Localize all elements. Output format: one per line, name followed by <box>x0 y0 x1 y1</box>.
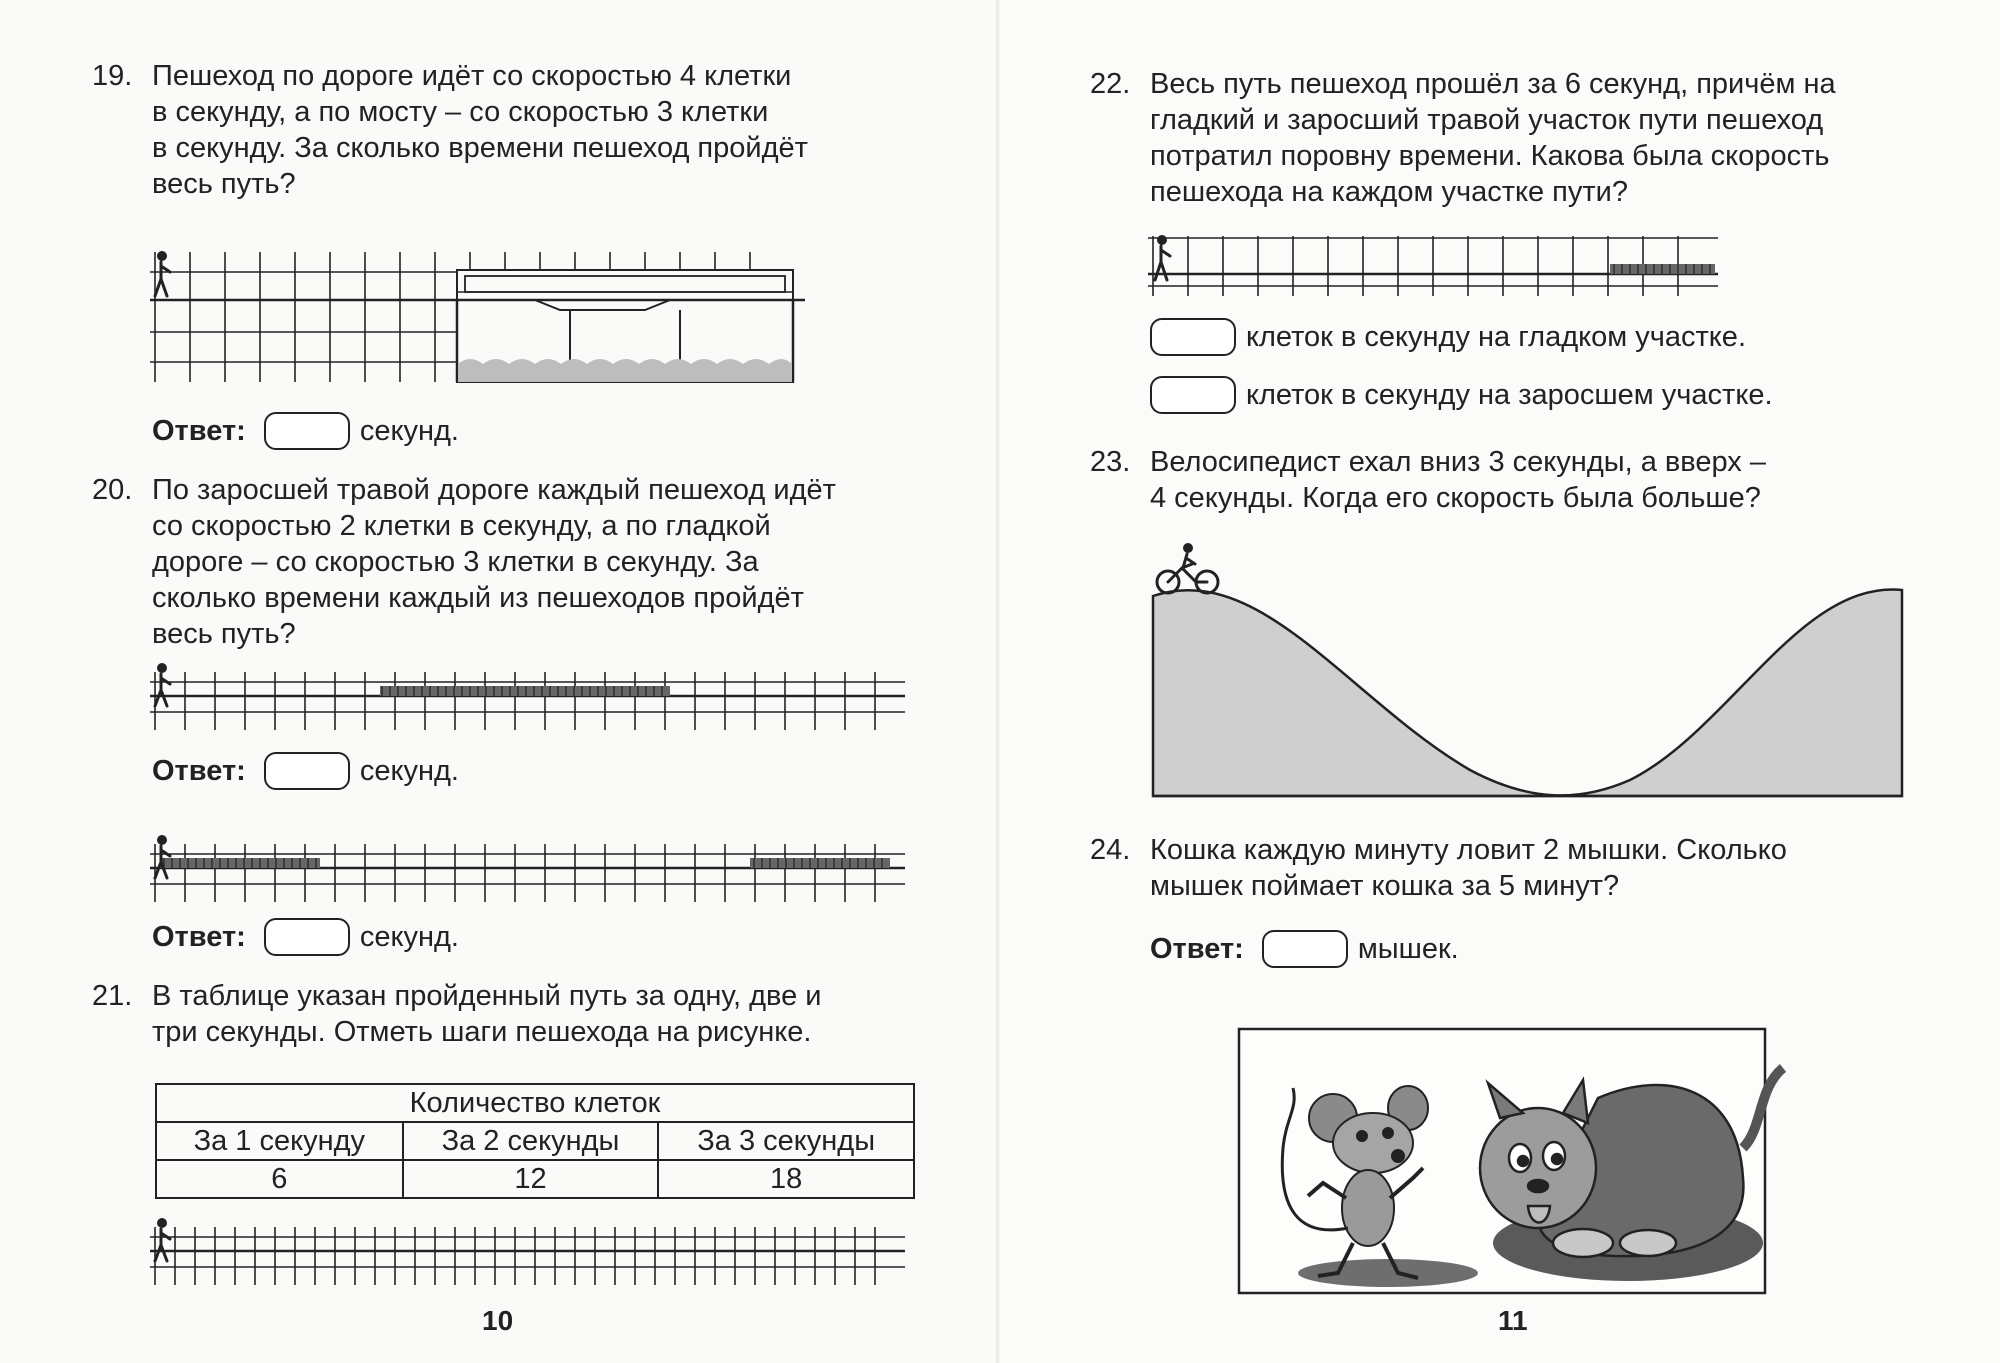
task-line: Весь путь пешеход прошёл за 6 секунд, причём на <box>1150 68 1836 100</box>
page-number-left: 10 <box>482 1305 514 1336</box>
task-line: весь путь? <box>152 618 296 650</box>
answer-text: клеток в секунду на гладком участке. <box>1246 320 1746 353</box>
page-number-right: 11 <box>1498 1305 1528 1336</box>
task-line: Кошка каждую минуту ловит 2 мышки. Сколько <box>1150 834 1787 866</box>
task-line: пешехода на каждом участке пути? <box>1150 176 1628 208</box>
task-line: В таблице указан пройденный путь за одну, две и <box>152 980 822 1012</box>
answer-unit: секунд. <box>359 920 459 953</box>
cat-and-mouse-illustration <box>1238 1028 1768 1298</box>
answer-label: Ответ: <box>152 414 246 447</box>
answer-unit: секунд. <box>359 754 459 787</box>
task-20-answer-2 <box>152 918 459 956</box>
answer-box[interactable] <box>1262 930 1348 968</box>
table-column-header: За 2 секунды <box>403 1122 659 1160</box>
task-line: Пешеход по дороге идёт со скоростью 4 клетки <box>152 60 792 92</box>
answer-label: Ответ: <box>152 754 246 787</box>
cyclist-icon <box>1157 543 1218 593</box>
right-page <box>1000 0 2000 1363</box>
task-line: три секунды. Отметь шаги пешехода на рисунке. <box>152 1016 812 1048</box>
pedestrian-icon <box>155 835 170 878</box>
pedestrian-icon <box>155 251 170 296</box>
grass-road-diagram-1[interactable] <box>150 660 910 730</box>
answer-unit: секунд. <box>359 414 459 447</box>
task-24-answer <box>1150 930 1459 968</box>
task-line: дороге – со скоростью 3 клетки в секунду. За <box>152 546 759 578</box>
task-number: 23. <box>1090 446 1131 478</box>
bridge-grid-diagram[interactable] <box>150 242 810 382</box>
task-line: сколько времени каждый из пешеходов пройдёт <box>152 582 804 614</box>
task-22-answer-smooth <box>1150 318 1746 356</box>
answer-box[interactable] <box>264 752 350 790</box>
task-line: Велосипедист ехал вниз 3 секунды, а вверх – <box>1150 446 1766 478</box>
grass-road-diagram-2[interactable] <box>150 832 910 902</box>
answer-box[interactable] <box>264 918 350 956</box>
task-number: 20. <box>92 474 133 506</box>
task-line: в секунду, а по мосту – со скоростью 3 клетки <box>152 96 769 128</box>
answer-box[interactable] <box>264 412 350 450</box>
task-22-answer-grass <box>1150 376 1773 414</box>
task-number: 21. <box>92 980 133 1012</box>
task-number: 19. <box>92 60 133 92</box>
table-column-header: За 3 секунды <box>658 1122 914 1160</box>
table-column-header: За 1 секунду <box>156 1122 403 1160</box>
table-header: Количество клеток <box>156 1084 914 1122</box>
task-line: весь путь? <box>152 168 296 200</box>
task-19-answer <box>152 412 459 450</box>
table-cell: 12 <box>403 1160 659 1198</box>
task-line: гладкий и заросший травой участок пути пешеход <box>1150 104 1824 136</box>
task-number: 24. <box>1090 834 1131 866</box>
task-line: со скоростью 2 клетки в секунду, а по гладкой <box>152 510 771 542</box>
answer-label: Ответ: <box>1150 932 1244 965</box>
task-line: По заросшей травой дороге каждый пешеход идёт <box>152 474 836 506</box>
task-line: в секунду. За сколько времени пешеход пройдёт <box>152 132 808 164</box>
task-line: 4 секунды. Когда его скорость была больше? <box>1150 482 1761 514</box>
pedestrian-icon <box>155 1218 170 1261</box>
task-20-answer-1 <box>152 752 459 790</box>
hill-valley-diagram <box>1150 540 1910 800</box>
task-line: потратил поровну времени. Какова была скорость <box>1150 140 1830 172</box>
answer-box[interactable] <box>1150 376 1236 414</box>
table-cell: 6 <box>156 1160 403 1198</box>
answer-label: Ответ: <box>152 920 246 953</box>
table-cell: 18 <box>658 1160 914 1198</box>
answer-box[interactable] <box>1150 318 1236 356</box>
distance-table <box>155 1083 915 1199</box>
answer-unit: мышек. <box>1357 932 1459 965</box>
step-marking-grid[interactable] <box>150 1215 910 1285</box>
six-second-road-diagram[interactable] <box>1148 228 1728 298</box>
answer-text: клеток в секунду на заросшем участке. <box>1246 378 1773 411</box>
task-line: мышек поймает кошка за 5 минут? <box>1150 870 1620 902</box>
task-number: 22. <box>1090 68 1131 100</box>
pedestrian-icon <box>155 663 170 706</box>
